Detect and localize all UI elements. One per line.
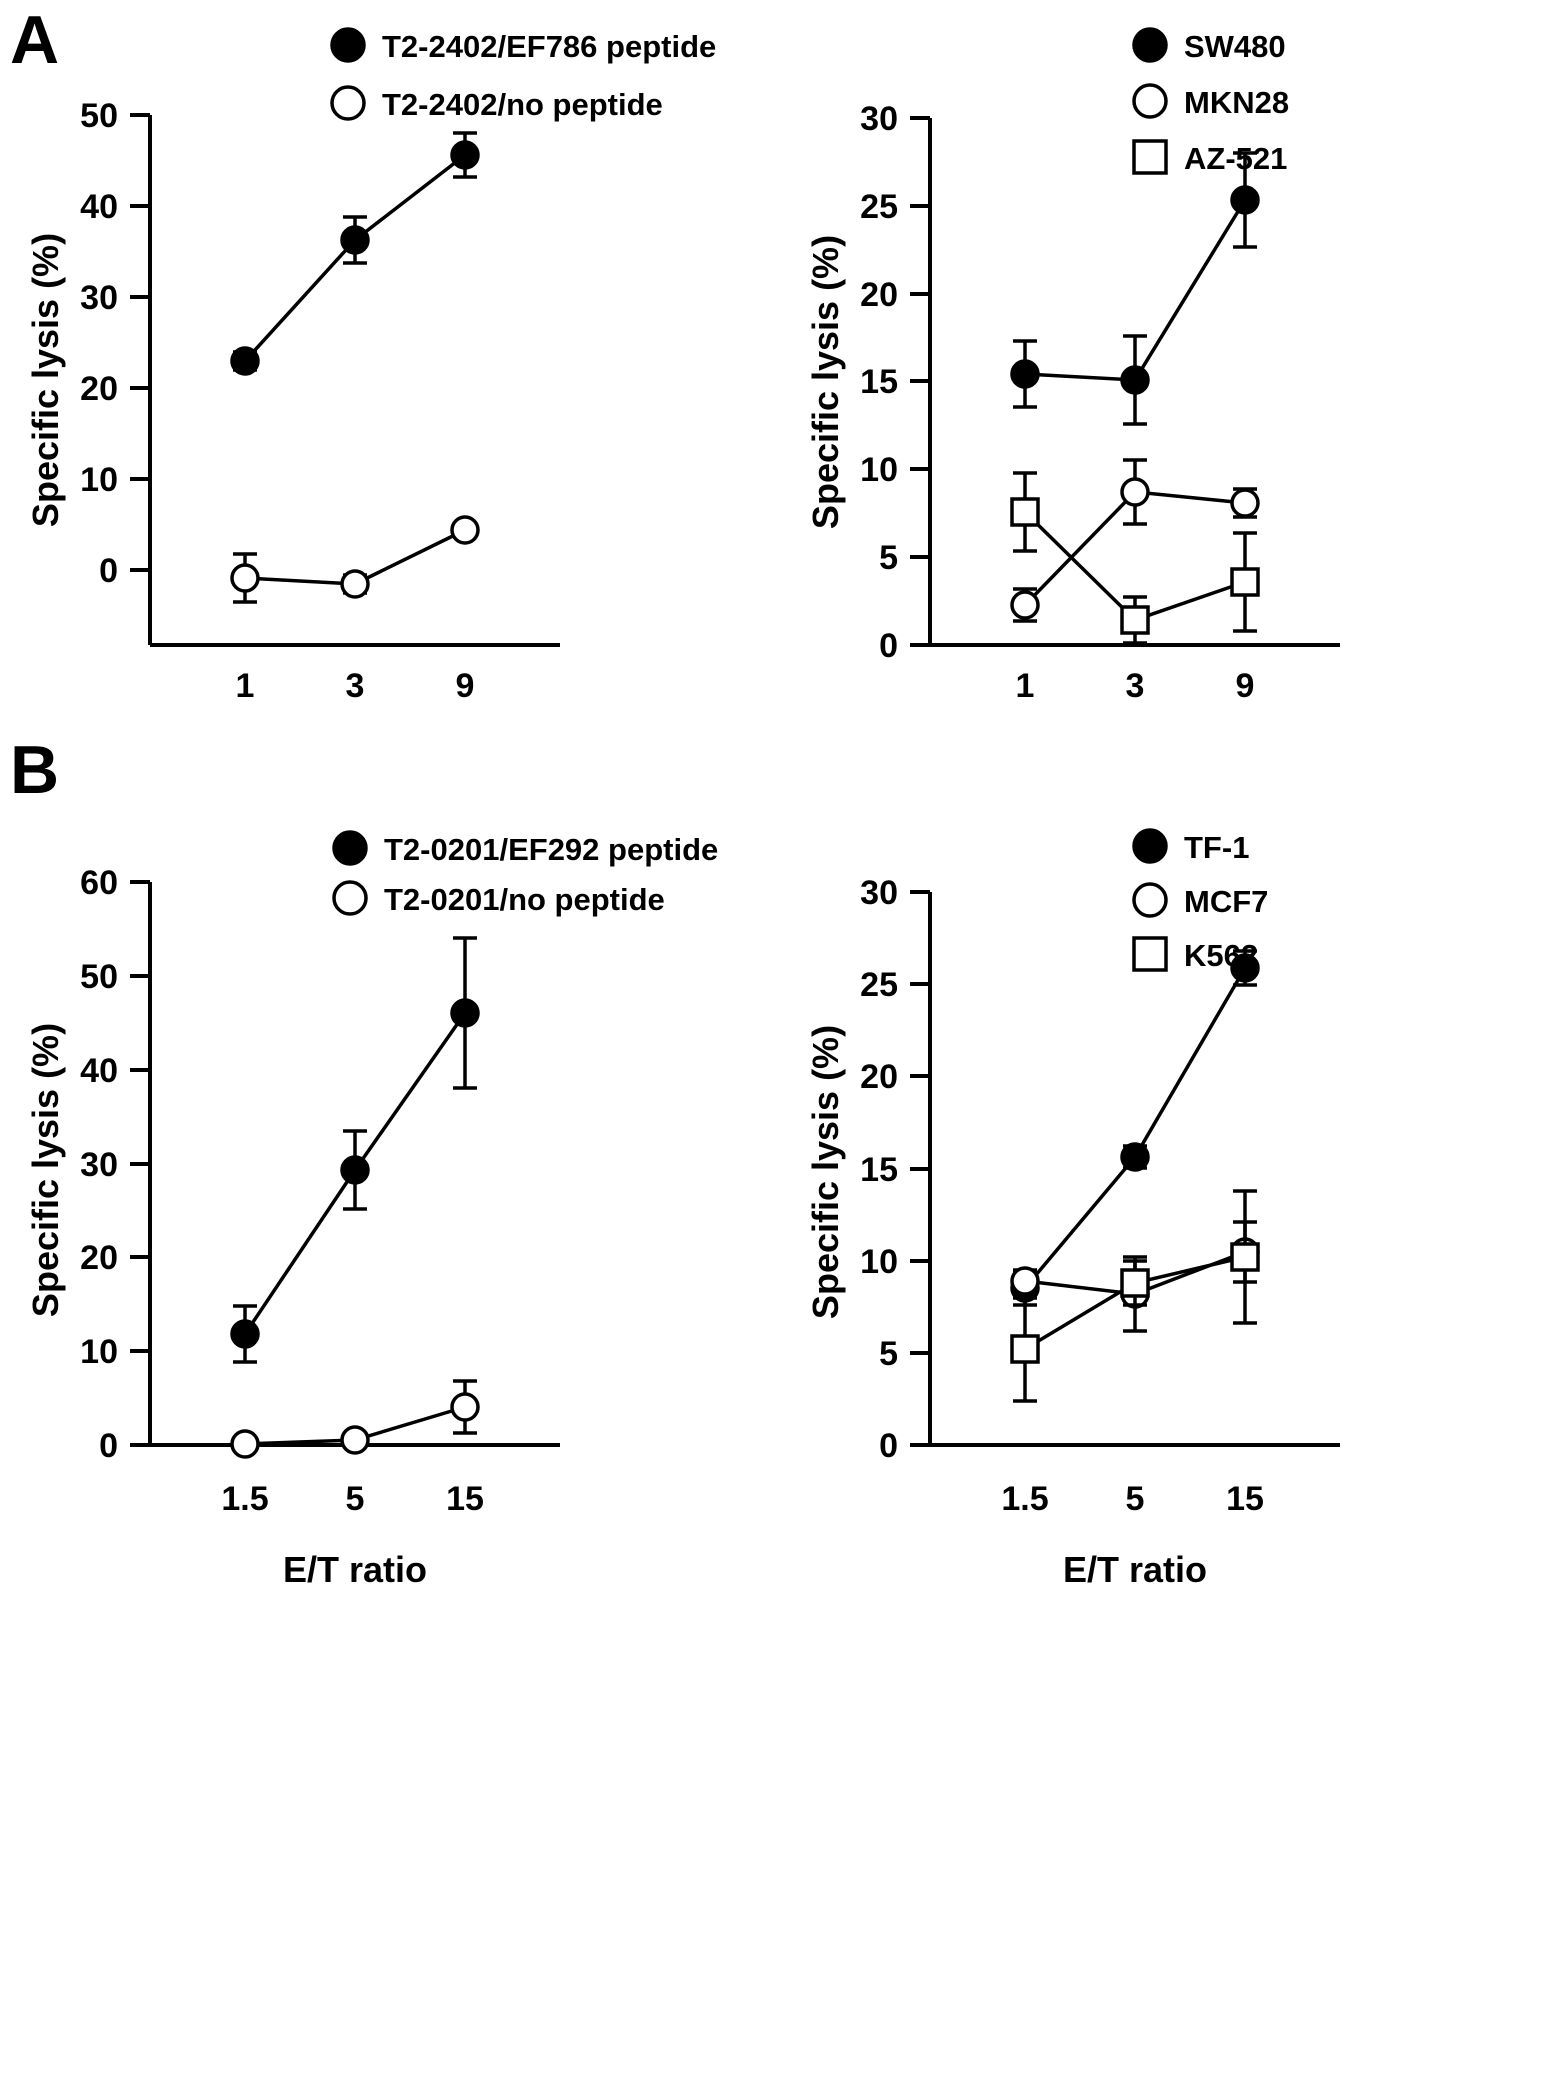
legend [1134,830,1268,973]
legend [332,29,716,122]
y-tick-label: 40 [80,188,118,226]
x-tick-label: 5 [1125,1480,1145,1518]
y-tick-label: 0 [879,627,898,665]
y-tick-label: 20 [860,1058,898,1096]
y-axis-title: Specific lysis (%) [805,1024,846,1320]
x-axis-title: E/T ratio [282,1549,428,1590]
y-tick-label: 20 [80,370,118,408]
y-ticks [130,115,150,570]
x-tick-label: 1.5 [221,1480,269,1518]
x-tick-label: 5 [345,1480,365,1518]
series-filled [232,938,478,1362]
chart-bottom-left [0,800,780,2088]
legend-marker-filled-circle [334,832,366,864]
y-tick-label: 0 [99,552,118,590]
y-axis-title: Specific lysis (%) [25,1022,66,1318]
series-filled [232,133,478,374]
x-tick-label: 15 [446,1480,484,1518]
legend-marker-filled-circle [1134,830,1166,862]
x-tick-label: 9 [1235,667,1255,705]
series-filled [1012,153,1258,424]
panel-letter-b: B [10,732,60,808]
y-axis-title: Specific lysis (%) [805,234,846,530]
y-tick-label: 10 [860,451,898,489]
y-tick-label: 30 [860,874,898,912]
chart-bottom-right-svg [780,800,1559,1600]
legend-marker-open-circle [332,87,364,119]
legend-label: AZ-521 [1184,141,1288,176]
chart-bottom-left-svg [0,800,780,1600]
legend-marker-filled-circle [1134,29,1166,61]
y-tick-label: 20 [80,1239,118,1277]
x-tick-label: 9 [455,667,475,705]
x-tick-label: 15 [1226,1480,1264,1518]
legend-label: SW480 [1184,29,1286,64]
chart-top-right-svg [780,0,1559,720]
y-tick-label: 0 [879,1427,898,1465]
y-tick-label: 30 [80,279,118,317]
legend-label: T2-2402/EF786 peptide [382,29,717,64]
chart-top-right [780,0,1559,720]
legend-label: MCF7 [1184,884,1269,919]
legend-marker-open-circle [334,882,366,914]
legend-label: TF-1 [1184,830,1250,865]
y-tick-label: 30 [860,100,898,138]
y-tick-label: 20 [860,276,898,314]
series-filled [1012,951,1258,1305]
y-tick-label: 10 [860,1243,898,1281]
y-tick-label: 25 [860,188,898,226]
x-tick-label: 1 [1015,667,1035,705]
x-tick-label: 1.5 [1001,1480,1049,1518]
x-tick-label: 3 [345,667,365,705]
x-tick-label: 1 [235,667,255,705]
legend-label: T2-0201/EF292 peptide [384,832,719,867]
legend-label: T2-0201/no peptide [384,882,665,917]
y-tick-label: 40 [80,1052,118,1090]
y-tick-label: 10 [80,461,118,499]
y-tick-label: 25 [860,966,898,1004]
legend-marker-filled-circle [332,29,364,61]
y-ticks [910,118,930,645]
legend [334,832,718,917]
y-tick-label: 10 [80,1333,118,1371]
y-tick-label: 60 [80,864,118,902]
legend [1134,29,1289,176]
chart-bottom-right [780,800,1559,2088]
legend-label: K562 [1184,938,1259,973]
y-tick-label: 50 [80,958,118,996]
y-tick-label: 5 [879,1335,898,1373]
legend-marker-open-square [1134,141,1166,173]
y-tick-label: 15 [860,1151,898,1189]
y-tick-label: 0 [99,1427,118,1465]
y-ticks [910,892,930,1445]
x-axis-title: E/T ratio [1062,1549,1208,1590]
legend-marker-open-square [1134,938,1166,970]
legend-marker-open-circle [1134,85,1166,117]
y-ticks [130,882,150,1445]
y-tick-label: 50 [80,97,118,135]
legend-label: MKN28 [1184,85,1290,120]
y-tick-label: 30 [80,1146,118,1184]
panel-letter-a: A [10,2,60,78]
series-open [232,517,478,602]
x-tick-label: 3 [1125,667,1145,705]
y-tick-label: 15 [860,363,898,401]
y-tick-label: 5 [879,539,898,577]
chart-top-left [0,0,780,720]
series-open-square [1012,1191,1258,1401]
y-axis-title: Specific lysis (%) [25,232,66,528]
legend-marker-open-circle [1134,884,1166,916]
legend-label: T2-2402/no peptide [382,87,663,122]
chart-top-left-svg [0,0,780,720]
